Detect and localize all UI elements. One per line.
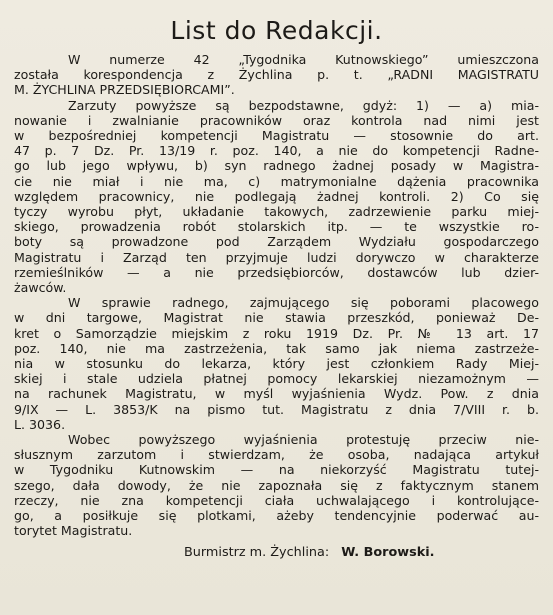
text-line: go, a posiłkuje się plotkami, ażeby tendencyjnie poderwać au- <box>14 508 539 524</box>
text-line: nowanie i zwalnianie pracowników oraz kontrola nad nimi jest <box>14 112 539 128</box>
text-line: W numerze 42 „Tygodnika Kutnowskiego” umieszczona <box>68 52 539 67</box>
text-line: żawców. <box>14 280 67 296</box>
text-line: M. ŻYCHLINA PRZEDSIĘBIORCAMI”. <box>14 82 235 98</box>
text-line: go lub jego wpływu, b) syn radnego żadnej posady w Magistra- <box>14 158 539 174</box>
text-line: rzeczy, nie zna kompetencji ciała uchwalającego i kontrolujące- <box>14 492 539 508</box>
text-line: skiego, prowadzenia robót stolarskich itp. — te wszystkie ro- <box>14 219 539 235</box>
text-line: torytet Magistratu. <box>14 523 133 539</box>
text-line: L. 3036. <box>14 416 66 432</box>
text-line: została korespondencja z Żychlina p. t. „RADNI MAGISTRATU <box>14 67 539 83</box>
signature-block <box>14 545 539 560</box>
text-line: poz. 140, nie ma zastrzeżenia, tak samo jak niema zastrzeże- <box>14 340 539 356</box>
text-line: rzemieślników — a nie przedsiębiorców, dostawców lub dzier- <box>14 264 539 280</box>
text-line: w dni targowe, Magistrat nie stawia przeszkód, ponieważ De- <box>14 310 539 326</box>
text-line: względem pracownicy, nie podlegają żadnej kontroli. 2) Co się <box>14 188 539 204</box>
text-line: szego, dała dowody, że nie zapoznała się z faktycznym stanem <box>14 477 539 493</box>
text-line: boty są prowadzone pod Zarządem Wydziału gospodarczego <box>14 234 539 250</box>
text-line: tyczy wyrobu płyt, układanie takowych, zadrzewienie parku miej- <box>14 204 539 220</box>
text-line: na rachunek Magistratu, w myśl wyjaśnienia Wydz. Pow. z dnia <box>14 386 539 402</box>
article-title: List do Redakcji. <box>170 16 383 45</box>
text-line: nia w stosunku do lekarza, który jest członkiem Rady Miej- <box>14 356 539 372</box>
text-line: Magistratu i Zarząd ten przyjmuje ludzi dorywczo w charakterze <box>14 249 539 265</box>
text-line: w Tygodniku Kutnowskim — na niekorzyść Magistratu tutej- <box>14 462 539 478</box>
text-line: W sprawie radnego, zajmującego się poborami placowego <box>68 295 539 311</box>
text-line: w bezpośredniej kompetencji Magistratu — stosownie do art. <box>14 128 539 144</box>
text-line: Zarzuty powyższe są bezpodstawne, gdyż: 1) — a) mia- <box>68 97 539 113</box>
text-line: kret o Samorządzie miejskim z roku 1919 Dz. Pr. № 13 art. 17 <box>14 325 539 341</box>
signature-name: W. Borowski. <box>341 544 435 560</box>
text-line: cie nie miał i nie ma, c) matrymonialne dążenia pracownika <box>14 173 539 189</box>
signature-role: Burmistrz m. Żychlina: <box>184 544 330 560</box>
text-line: 47 p. 7 Dz. Pr. 13/19 r. poz. 140, a nie do kompetencji Radne- <box>14 143 539 159</box>
article-body <box>14 52 539 539</box>
text-line: słusznym zarzutom i stwierdzam, że osoba, nadająca artykuł <box>14 447 539 463</box>
text-line: 9/IX — L. 3853/K na pismo tut. Magistratu z dnia 7/VIII r. b. <box>14 401 539 417</box>
text-line: Wobec powyższego wyjaśnienia protestuję przeciw nie- <box>68 432 539 448</box>
text-line: skiej i stale udziela płatnej pomocy lekarskiej niezamożnym — <box>14 371 539 387</box>
